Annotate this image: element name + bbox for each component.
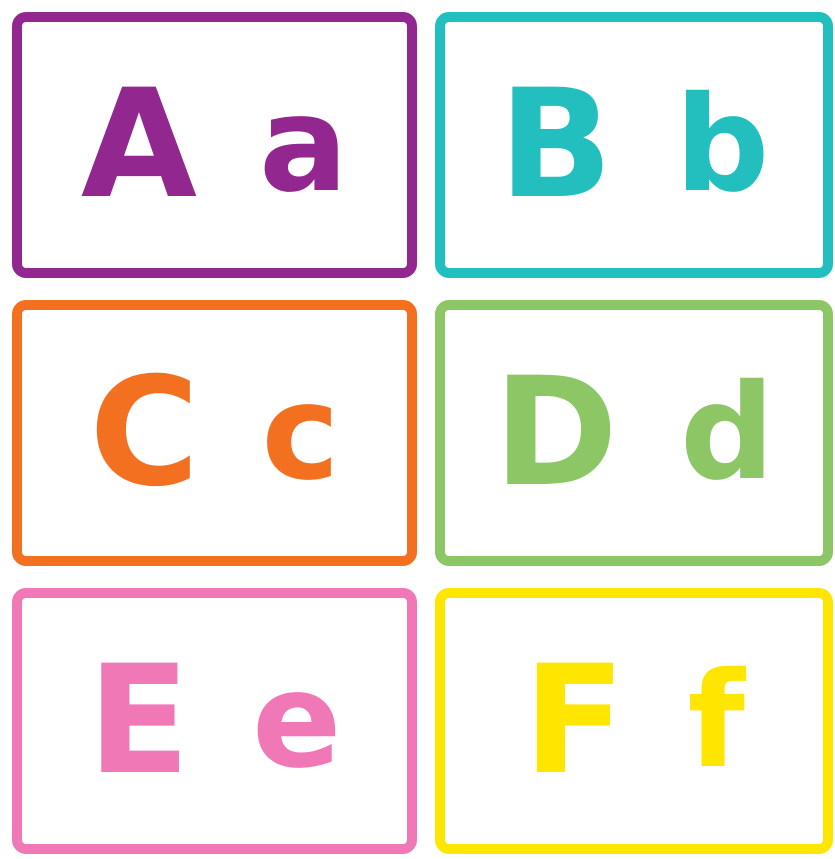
uppercase-letter: D (493, 346, 618, 520)
flashcard-a (12, 12, 417, 278)
flashcard-e (12, 588, 417, 854)
flashcard-f (435, 588, 833, 854)
lowercase-letter: e (251, 644, 342, 798)
uppercase-letter: E (87, 634, 190, 808)
flashcard-d (435, 300, 833, 566)
lowercase-letter: a (259, 68, 349, 222)
uppercase-letter: A (80, 58, 197, 232)
flashcard-b (435, 12, 833, 278)
lowercase-letter: f (687, 644, 745, 798)
uppercase-letter: F (523, 634, 626, 808)
lowercase-letter: d (680, 356, 775, 510)
lowercase-letter: b (674, 68, 770, 222)
uppercase-letter: C (89, 346, 200, 520)
flashcard-c (12, 300, 417, 566)
uppercase-letter: B (498, 58, 613, 232)
lowercase-letter: c (261, 356, 340, 510)
flashcard-grid (12, 12, 833, 857)
